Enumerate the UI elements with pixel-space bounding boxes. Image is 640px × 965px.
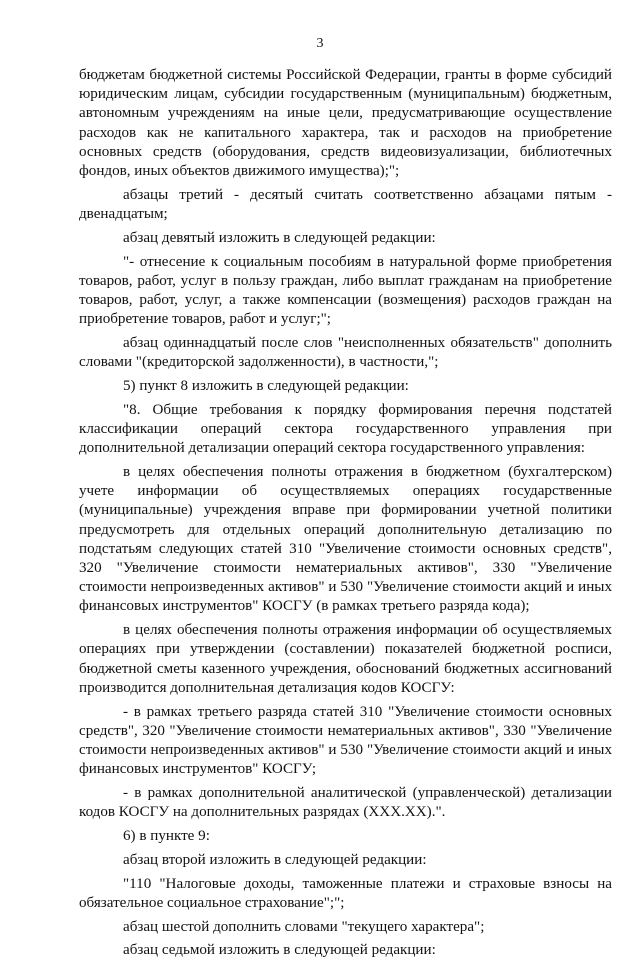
document-body: [79, 66, 612, 965]
paragraph: - в рамках дополнительной аналитической (управленческой) детализации кодов КОСГУ на дополнительных разрядах (ХХХ.ХХ).".: [79, 785, 612, 821]
page-number: 3: [316, 36, 324, 51]
paragraph: абзацы третий - десятый считать соответственно абзацами пятым - двенадцатым;: [79, 186, 612, 223]
paragraph: абзац одиннадцатый после слов "неисполненных обязательств" дополнить словами "(кредиторской задолженности), в частности,";: [79, 335, 612, 371]
paragraph: 6) в пункте 9:: [123, 828, 210, 845]
paragraph: в целях обеспечения полноты отражения в бюджетном (бухгалтерском) учете информации об осуществляемых операциях государственные (муниципальные) учреждения вправе при формировании учетной политики предусмотреть для отдельных операций дополнительную детализацию по подстатьям следующих статей 310 "Увеличение стоимости основных средств", 320 "Увеличение стоимости нематериальных активов", 330 "Увеличение стоимости непроизведенных активов" и 530 "Увеличение стоимости акций и иных финансовых инструментов" КОСГУ (в рамках третьего разряда кода);: [79, 464, 612, 615]
paragraph: в целях обеспечения полноты отражения информации об осуществляемых операциях при утверждении (составлении) показателей бюджетной росписи, бюджетной сметы казенного учреждения, обоснований бюджетных ассигнований производится дополнительная детализация кодов КОСГУ:: [79, 622, 612, 696]
paragraph: "8. Общие требования к порядку формирования перечня подстатей классификации операций сектора государственного управления при дополнительной детализации операций сектора государственного управления:: [79, 401, 612, 457]
paragraph: 5) пункт 8 изложить в следующей редакции:: [123, 378, 409, 395]
paragraph: бюджетам бюджетной системы Российской Федерации, гранты в форме субсидий юридическим лицам, субсидии государственным (муниципальным) бюджетным, автономным учреждениям на иные цели, предусматривающие осуществление расходов как не капитального характера, так и расходов на приобретение основных средств (оборудования, средств видеовизуализации, библиотечных фондов, иных объектов движимого имущества);";: [79, 67, 612, 180]
paragraph: - в рамках третьего разряда статей 310 "Увеличение стоимости основных средств", 320 "Увеличение стоимости нематериальных активов", 330 "Увеличение стоимости непроизведенных активов" и 530 "Увеличение стоимости акций и иных финансовых инструментов" КОСГУ;: [79, 703, 612, 778]
paragraph: "110 "Налоговые доходы, таможенные платежи и страховые взносы на обязательное социальное страхование";";: [79, 875, 612, 911]
paragraph: абзац шестой дополнить словами "текущего характера";: [123, 918, 485, 935]
paragraph: абзац седьмой изложить в следующей редакции:: [123, 942, 436, 959]
paragraph: абзац второй изложить в следующей редакции:: [123, 851, 427, 868]
paragraph: абзац девятый изложить в следующей редакции:: [123, 229, 436, 246]
paragraph: "- отнесение к социальным пособиям в натуральной форме приобретения товаров, работ, услуг в пользу граждан, либо выплат гражданам на приобретение товаров, работ, услуг, а также компенсации (возмещения) расходов граждан на приобретение товаров, работ и услуг;";: [79, 253, 612, 328]
